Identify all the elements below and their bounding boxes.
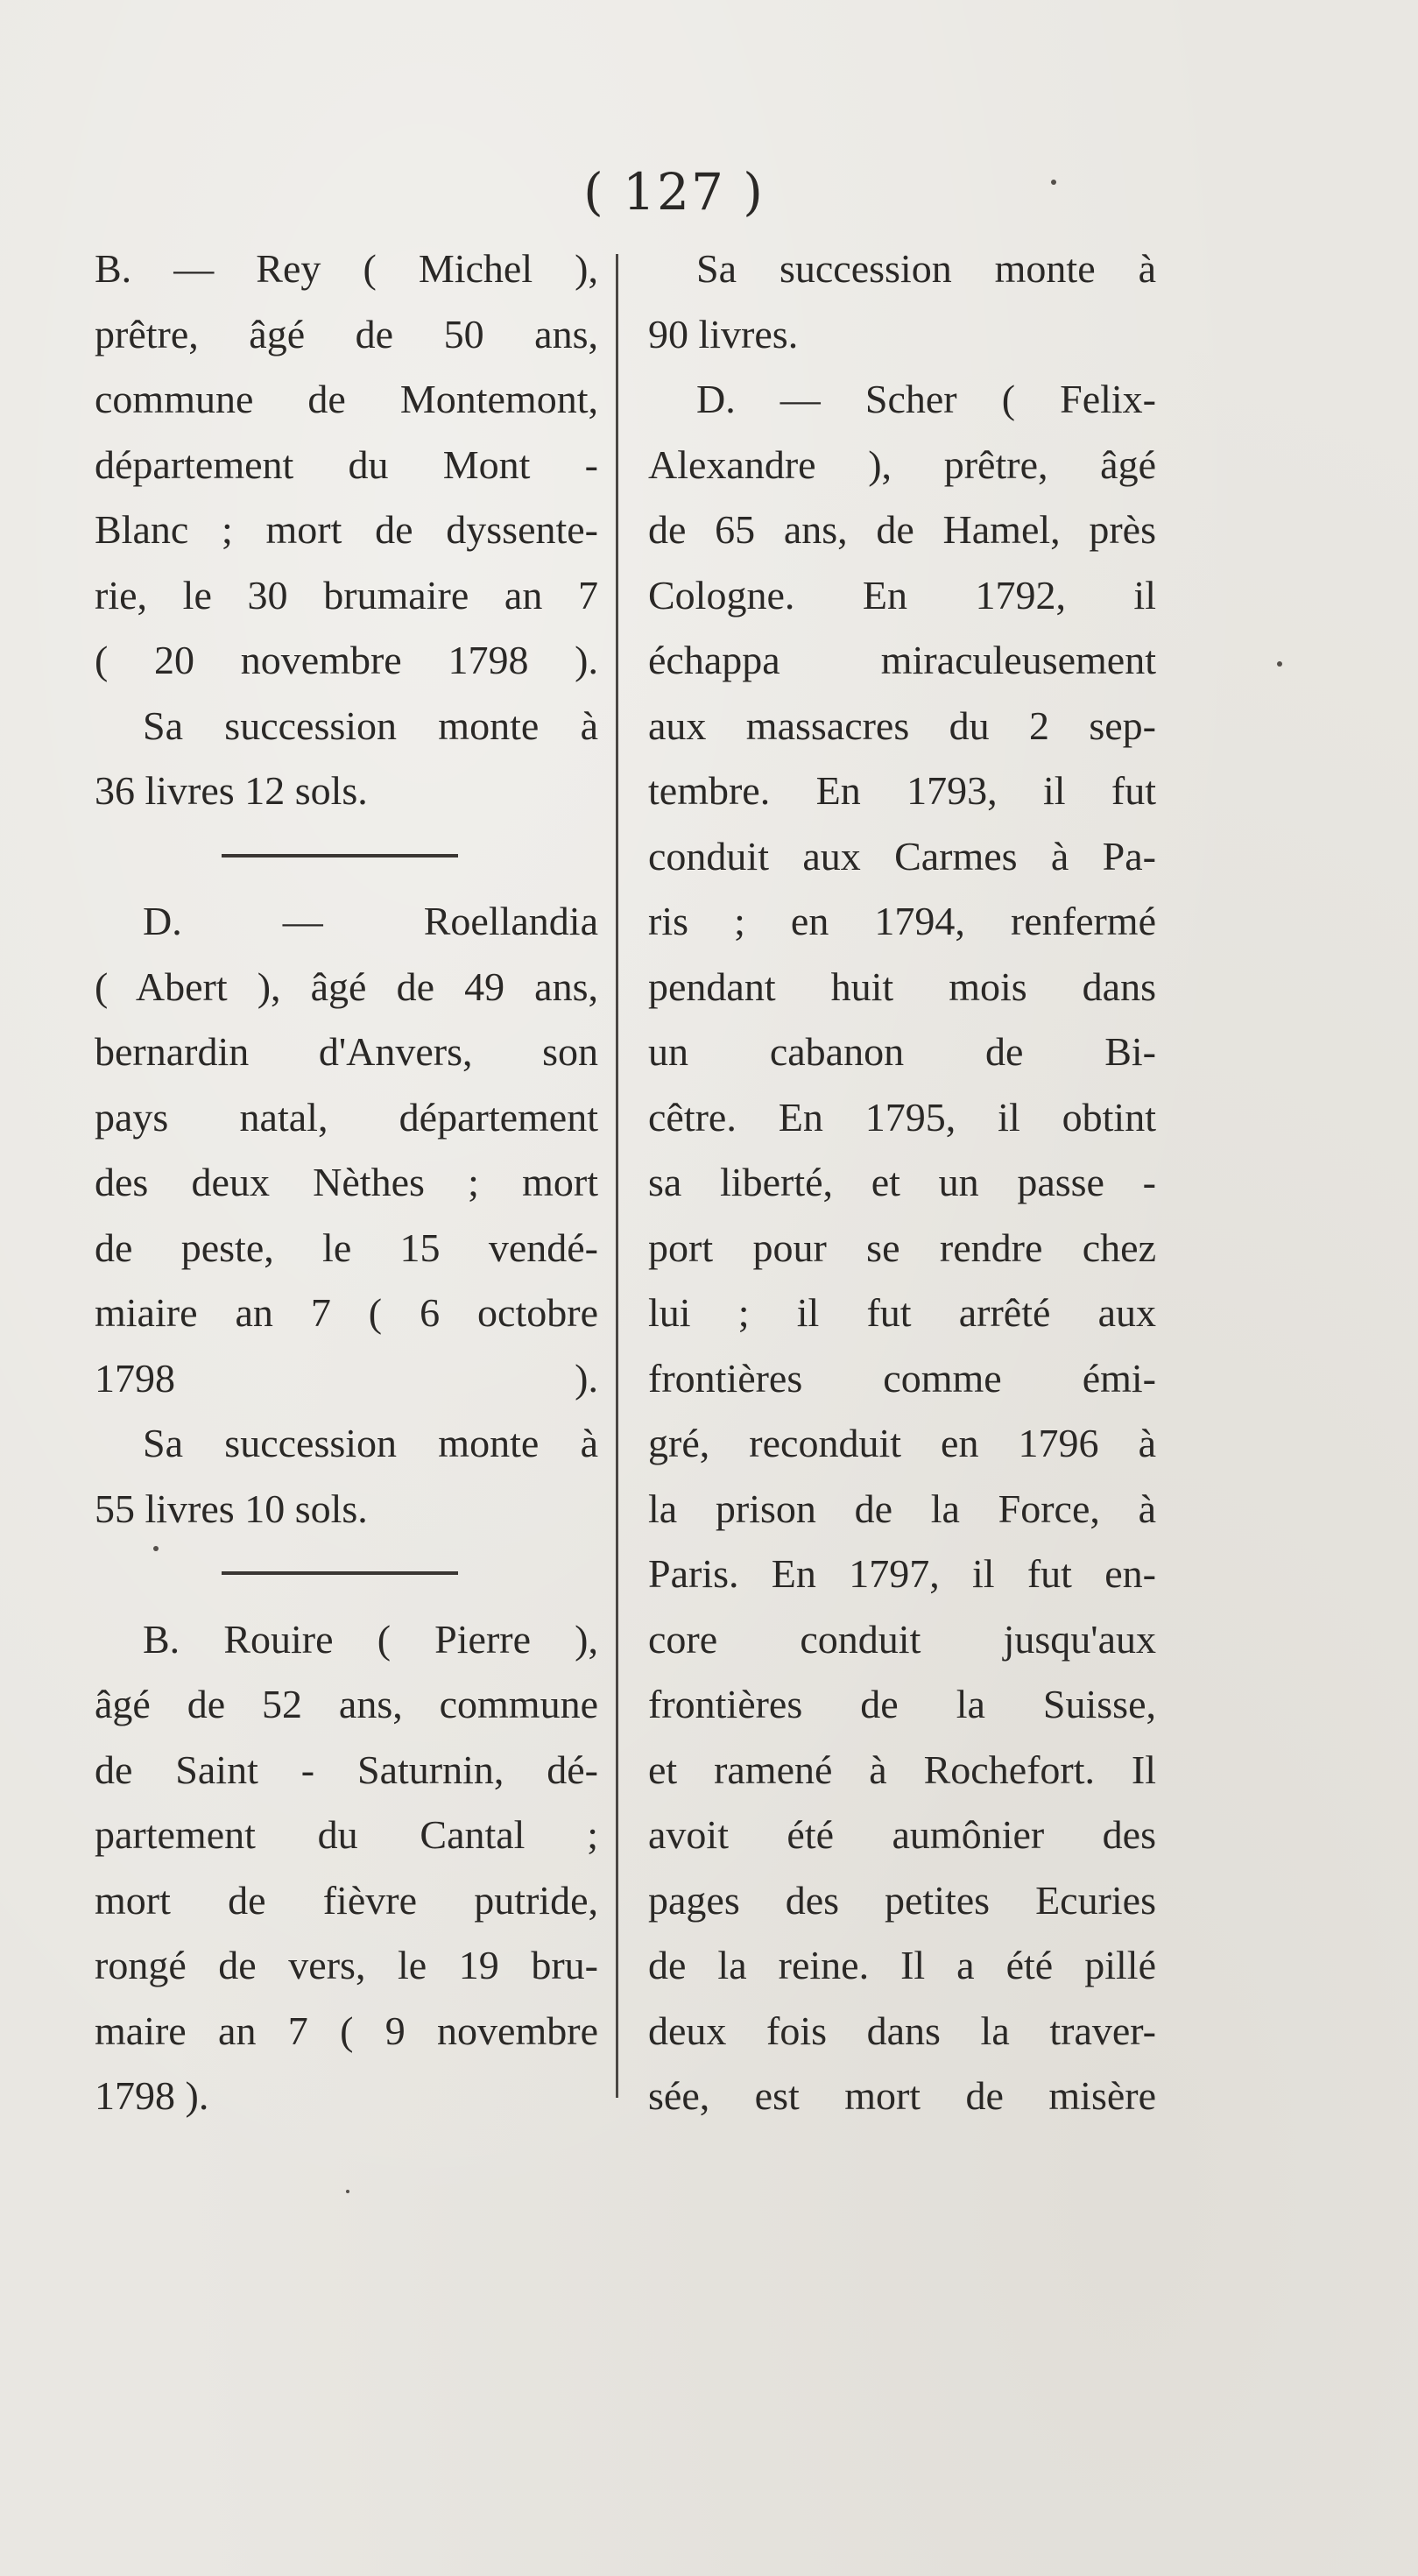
section-rule: [95, 824, 598, 890]
text-line: des deux Nèthes ; mort: [95, 1160, 598, 1204]
text-line: miaire an 7 ( 6 octobre: [95, 1290, 598, 1335]
text-line: département du Mont -: [95, 441, 598, 487]
text-line: de 65 ans, de Hamel, près: [648, 507, 1156, 552]
text-line: prêtre, âgé de 50 ans,: [95, 311, 598, 356]
text-line: Cologne. En 1792, il: [648, 572, 1156, 618]
text-line: de la reine. Il a été pillé: [648, 1943, 1156, 1987]
text-line: B. — Rey ( Michel ),: [95, 246, 598, 291]
text-line: avoit été aumônier des: [648, 1812, 1156, 1857]
ink-speck: [1051, 180, 1056, 185]
text-line: tembre. En 1793, il fut: [648, 768, 1156, 813]
text-line: 36 livres 12 sols.: [95, 768, 368, 813]
text-line: Paris. En 1797, il fut en-: [648, 1551, 1156, 1596]
text-line: âgé de 52 ans, commune: [95, 1682, 598, 1726]
text-line: deux fois dans la traver-: [648, 2008, 1156, 2053]
text-line: Blanc ; mort de dyssente-: [95, 507, 598, 552]
text-line: pages des petites Ecuries: [648, 1877, 1156, 1923]
text-line: 1798 ).: [95, 2073, 209, 2118]
ink-speck: [1277, 661, 1282, 667]
column-divider: [616, 254, 618, 2098]
text-line: maire an 7 ( 9 novembre: [95, 2008, 598, 2053]
text-line: pays natal, département: [95, 1094, 598, 1140]
text-line: lui ; il fut arrêté aux: [648, 1290, 1156, 1335]
text-line: un cabanon de Bi-: [648, 1029, 1156, 1074]
text-line: ( 20 novembre 1798 ).: [95, 638, 598, 682]
text-line: D. — Scher ( Felix-: [696, 377, 1156, 421]
text-line: B. Rouire ( Pierre ),: [143, 1616, 598, 1662]
text-line: Sa succession monte à: [143, 1421, 598, 1465]
text-line: partement du Cantal ;: [95, 1812, 598, 1857]
text-line: de Saint - Saturnin, dé-: [95, 1747, 598, 1792]
text-line: Sa succession monte à: [143, 702, 598, 748]
text-line: rongé de vers, le 19 bru-: [95, 1943, 598, 1987]
text-line: mort de fièvre putride,: [95, 1877, 598, 1923]
text-line: Sa succession monte à: [696, 246, 1156, 291]
text-line: frontières de la Suisse,: [648, 1682, 1156, 1726]
text-line: ( Abert ), âgé de 49 ans,: [95, 963, 598, 1009]
text-line: et ramené à Rochefort. Il: [648, 1747, 1156, 1792]
text-line: bernardin d'Anvers, son: [95, 1029, 598, 1074]
text-line: sa liberté, et un passe -: [648, 1160, 1156, 1204]
ink-speck: [346, 2190, 349, 2193]
text-line: conduit aux Carmes à Pa-: [648, 833, 1156, 879]
text-line: 1798 ).: [95, 1355, 598, 1401]
text-line: ris ; en 1794, renfermé: [648, 899, 1156, 943]
text-line: D. — Roellandia: [143, 899, 598, 943]
text-line: sée, est mort de misère: [648, 2073, 1156, 2118]
text-line: gré, reconduit en 1796 à: [648, 1421, 1156, 1465]
text-line: port pour se rendre chez: [648, 1224, 1156, 1270]
text-line: Alexandre ), prêtre, âgé: [648, 441, 1156, 487]
text-line: aux massacres du 2 sep-: [648, 702, 1156, 748]
right-column: [648, 236, 1156, 2129]
ink-speck: [153, 1546, 159, 1551]
text-line: de peste, le 15 vendé-: [95, 1224, 598, 1270]
text-line: 55 livres 10 sols.: [95, 1486, 368, 1531]
section-rule: [95, 1542, 598, 1607]
left-column: [95, 236, 598, 2129]
text-line: pendant huit mois dans: [648, 963, 1156, 1009]
text-line: cêtre. En 1795, il obtint: [648, 1094, 1156, 1140]
text-line: commune de Montemont,: [95, 377, 598, 421]
text-line: frontières comme émi-: [648, 1355, 1156, 1401]
text-line: 90 livres.: [648, 311, 799, 356]
text-line: la prison de la Force, à: [648, 1486, 1156, 1531]
page-number: ( 127 ): [583, 162, 765, 222]
text-line: échappa miraculeusement: [648, 638, 1156, 682]
text-line: core conduit jusqu'aux: [648, 1616, 1156, 1662]
text-line: rie, le 30 brumaire an 7: [95, 572, 598, 618]
